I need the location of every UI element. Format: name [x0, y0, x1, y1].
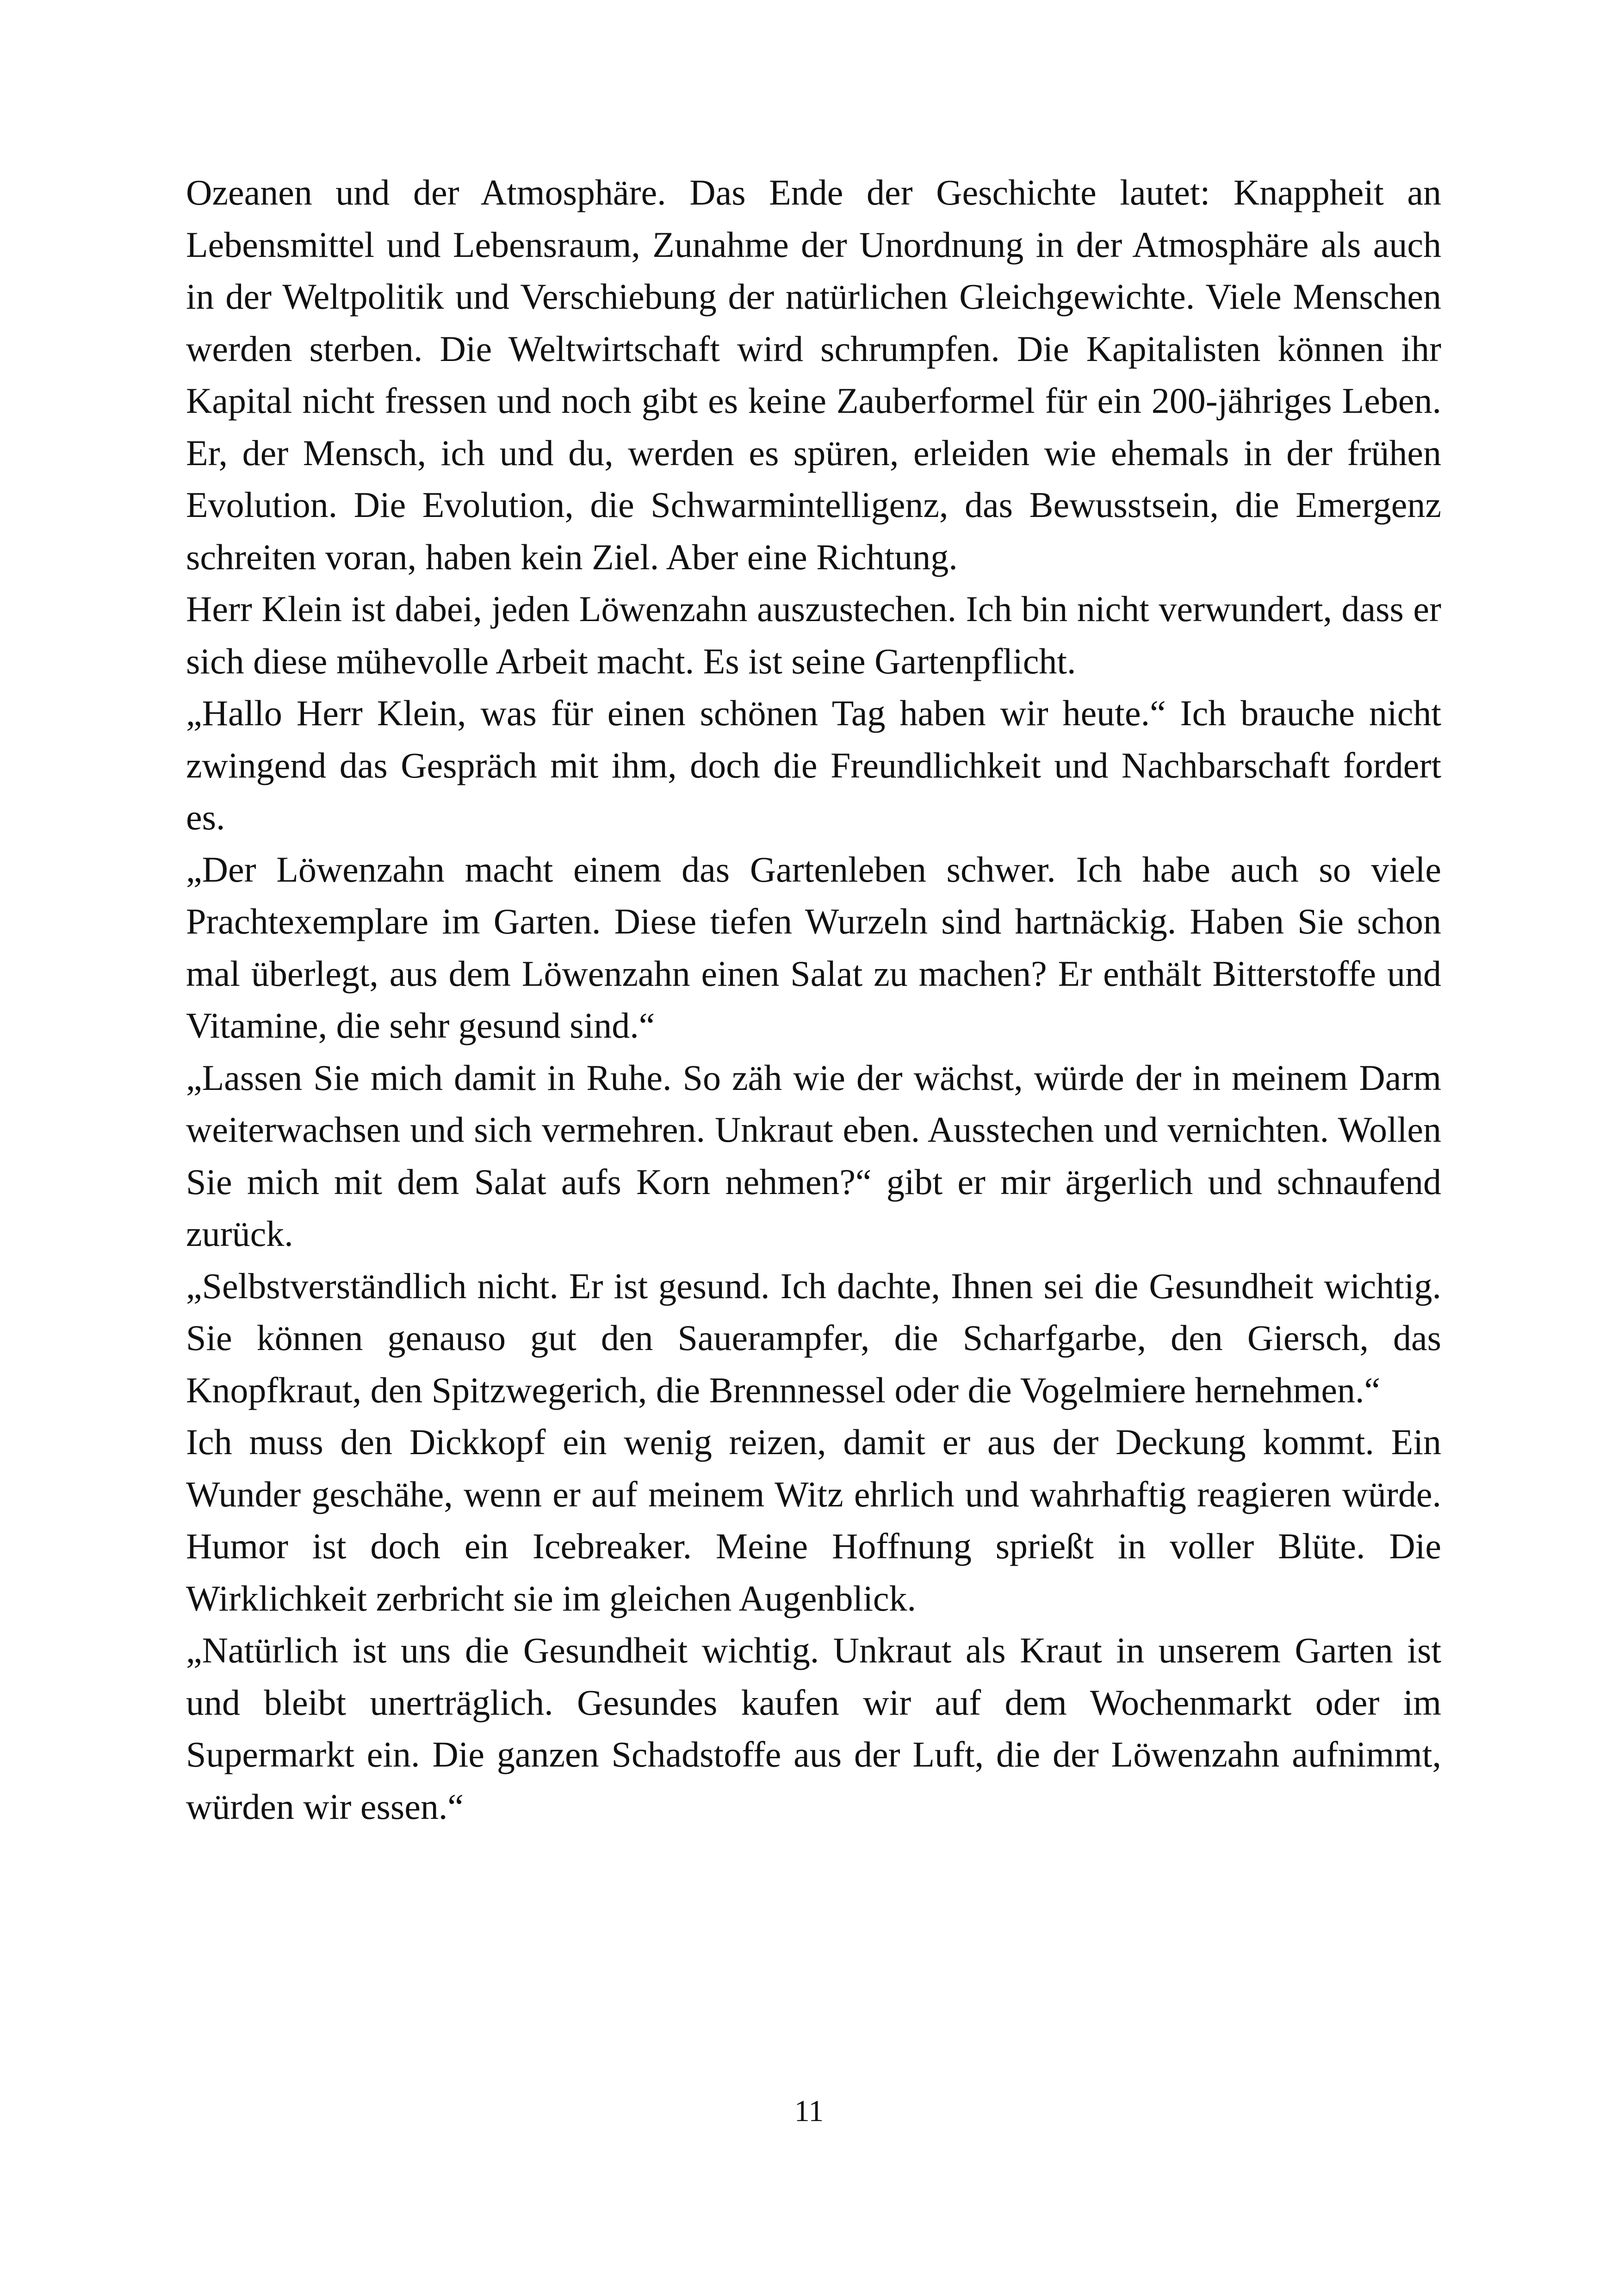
paragraph: „Lassen Sie mich damit in Ruhe. So zäh wie der wächst, würde der in meinem Darm weiterwachsen und sich vermehren. Unkraut eben. Ausstechen und vernichten. Wollen Sie mich mit dem Salat aufs Korn nehmen?“ gibt er mir ärgerlich und schnaufend zurück. [186, 1057, 1441, 1254]
paragraph: „Der Löwenzahn macht einem das Gartenleben schwer. Ich habe auch so viele Prachtexemplare im Garten. Diese tiefen Wurzeln sind hartnäckig. Haben Sie schon mal überlegt, aus dem Löwenzahn einen Salat zu machen? Er enthält Bitterstoffe und Vitamine, die sehr gesund sind.“ [186, 849, 1441, 1045]
paragraph: Herr Klein ist dabei, jeden Löwenzahn auszustechen. Ich bin nicht verwundert, dass er sich diese mühevolle Arbeit macht. Es ist seine Gartenpflicht. [186, 589, 1441, 681]
body-text [186, 167, 1441, 1833]
paragraph: „Selbstverständlich nicht. Er ist gesund. Ich dachte, Ihnen sei die Gesundheit wichtig. Sie können genauso gut den Sauerampfer, die Scharfgarbe, den Giersch, das Knopfkraut, den Spitzwegerich, die Brennnessel oder die Vogelmiere hernehmen.“ [186, 1265, 1441, 1410]
page-number: 11 [794, 2094, 824, 2128]
paragraph: „Natürlich ist uns die Gesundheit wichtig. Unkraut als Kraut in unserem Garten ist und bleibt unerträglich. Gesundes kaufen wir auf dem Wochenmarkt oder im Supermarkt ein. Die ganzen Schadstoffe aus der Luft, die der Löwenzahn aufnimmt, würden wir essen.“ [186, 1630, 1441, 1827]
paragraph: Ozeanen und der Atmosphäre. Das Ende der Geschichte lautet: Knappheit an Lebensmittel und Lebensraum, Zunahme der Unordnung in der Atmosphäre als auch in der Weltpolitik und Verschiebung der natürlichen Gleichgewichte. Viele Menschen werden sterben. Die Weltwirtschaft wird schrumpfen. Die Kapitalisten können ihr Kapital nicht fressen und noch gibt es keine Zauberformel für ein 200-jähriges Leben. Er, der Mensch, ich und du, werden es spüren, erleiden wie ehemals in der frühen Evolution. Die Evolution, die Schwarmintelligenz, das Bewusstsein, die Emergenz schreiten voran, haben kein Ziel. Aber eine Richtung. [186, 172, 1441, 577]
paragraph: „Hallo Herr Klein, was für einen schönen Tag haben wir heute.“ Ich brauche nicht zwingend das Gespräch mit ihm, doch die Freundlichkeit und Nachbarschaft fordert es. [186, 693, 1441, 837]
paragraph: Ich muss den Dickkopf ein wenig reizen, damit er aus der Deckung kommt. Ein Wunder geschähe, wenn er auf meinem Witz ehrlich und wahrhaftig reagieren würde. Humor ist doch ein Icebreaker. Meine Hoffnung sprießt in voller Blüte. Die Wirklichkeit zerbricht sie im gleichen Augenblick. [186, 1422, 1441, 1618]
